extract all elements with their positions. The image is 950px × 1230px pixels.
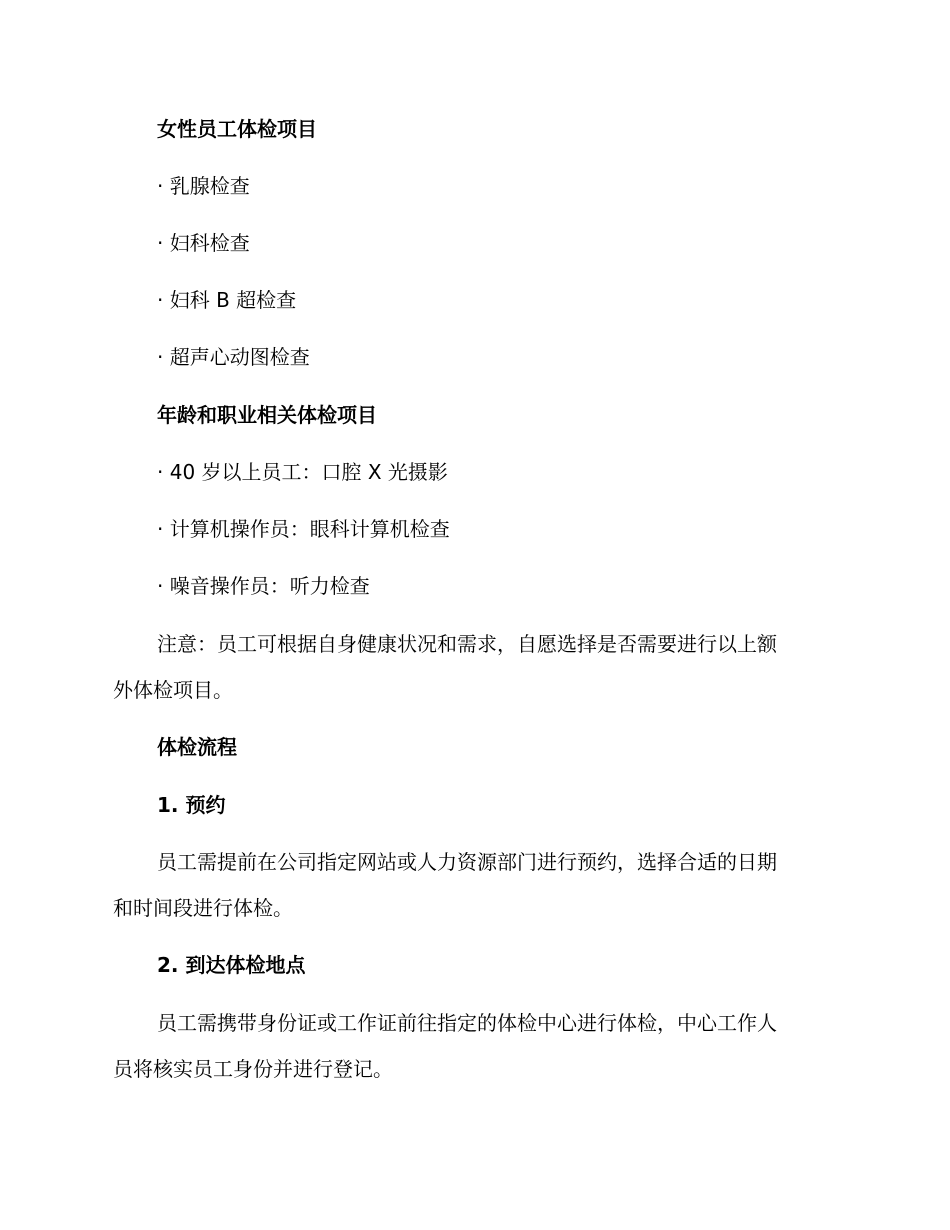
age-item-computer-operator: · 计算机操作员：眼科计算机检查	[157, 517, 450, 541]
process-heading: 体检流程	[157, 735, 237, 759]
step-1-title: 1. 预约	[157, 793, 226, 817]
female-exam-item-gynecology: · 妇科检查	[157, 231, 250, 255]
age-occupation-heading: 年龄和职业相关体检项目	[157, 403, 377, 427]
female-exam-heading: 女性员工体检项目	[157, 117, 317, 141]
age-item-noise-operator: · 噪音操作员：听力检查	[157, 574, 370, 598]
female-exam-item-echocardiogram: · 超声心动图检查	[157, 345, 310, 369]
female-exam-item-breast: · 乳腺检查	[157, 174, 250, 198]
female-exam-item-gyn-ultrasound: · 妇科 B 超检查	[157, 288, 297, 312]
step-1-paragraph-line-2: 和时间段进行体检。	[113, 896, 293, 920]
step-2-paragraph-line-1: 员工需携带身份证或工作证前往指定的体检中心进行体检，中心工作人	[157, 1011, 777, 1035]
step-1-paragraph-line-1: 员工需提前在公司指定网站或人力资源部门进行预约，选择合适的日期	[157, 850, 777, 874]
note-paragraph-line-1: 注意：员工可根据自身健康状况和需求，自愿选择是否需要进行以上额	[157, 632, 777, 656]
age-item-over-40: · 40 岁以上员工：口腔 X 光摄影	[157, 460, 448, 484]
step-2-paragraph-line-2: 员将核实员工身份并进行登记。	[113, 1057, 393, 1081]
step-2-title: 2. 到达体检地点	[157, 953, 306, 977]
note-paragraph-line-2: 外体检项目。	[113, 678, 233, 702]
